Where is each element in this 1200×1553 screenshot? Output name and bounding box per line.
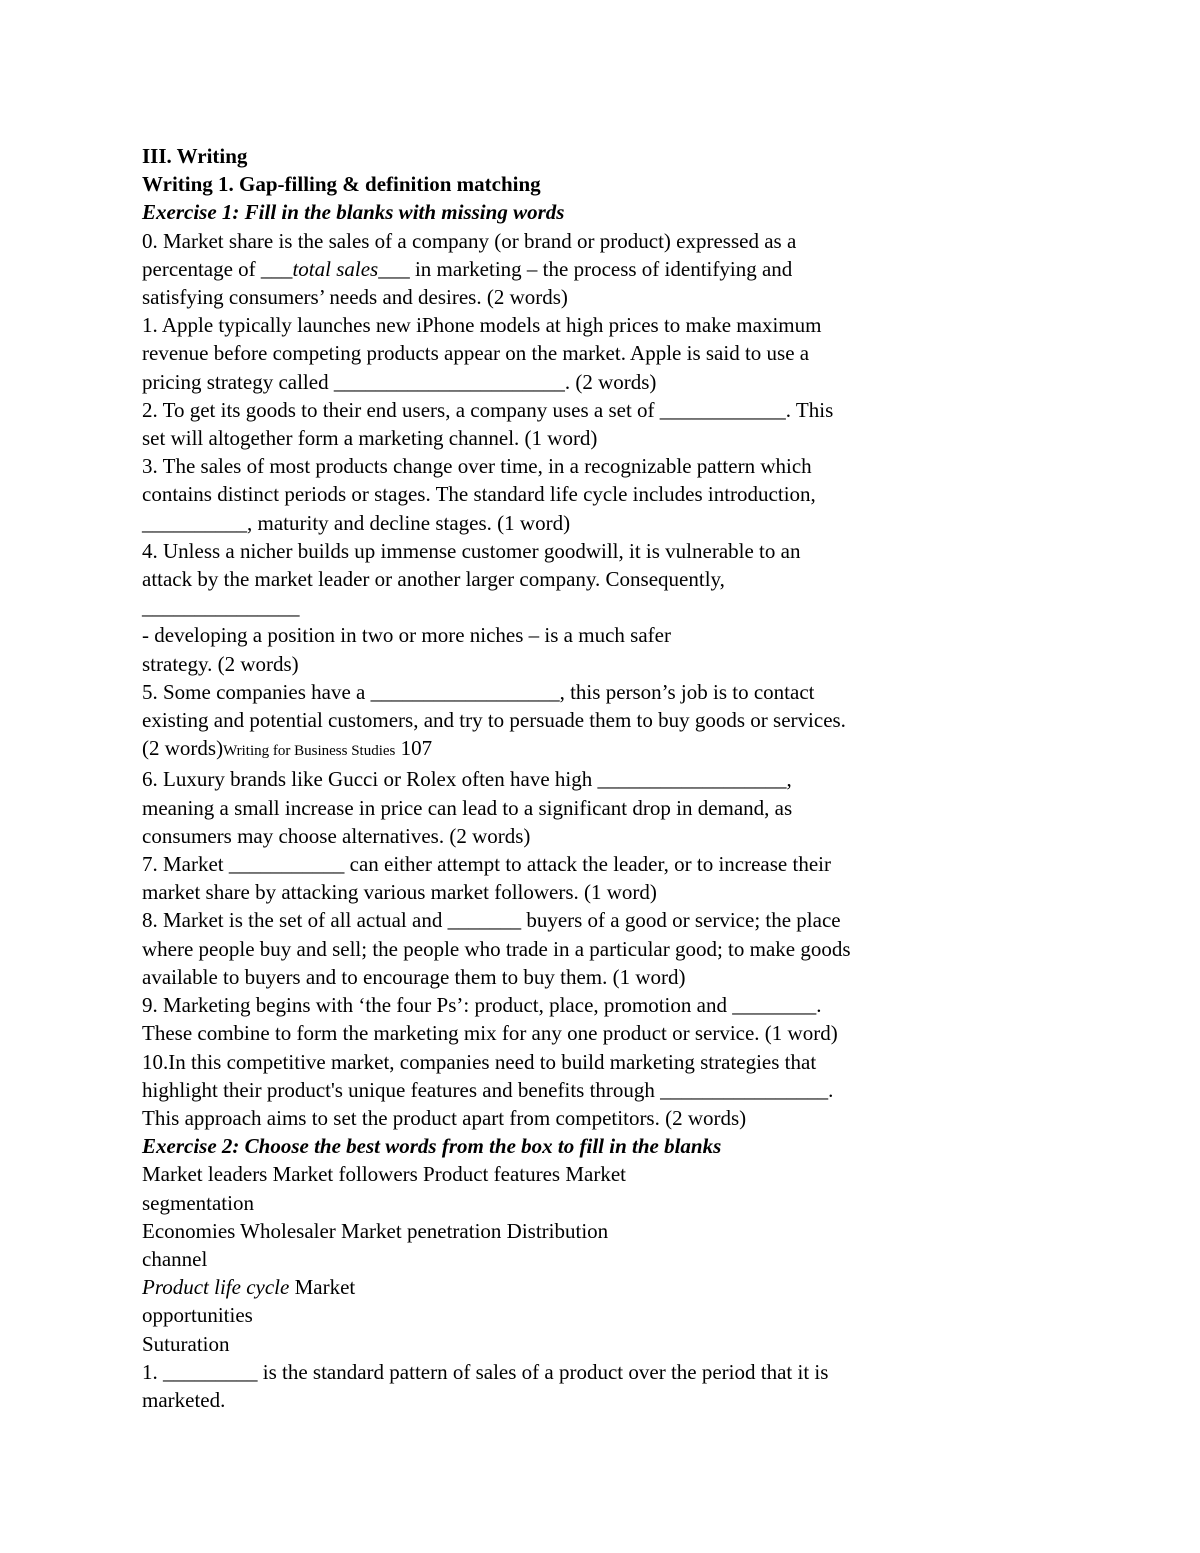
ex1-item9-line2: These combine to form the marketing mix for any one product or service. (1 word) [142, 1021, 838, 1046]
ex2-box-line7: Suturation [142, 1331, 230, 1356]
ex1-item2-line2: set will altogether form a marketing channel. (1 word) [142, 426, 598, 451]
ex2-item1-line1: 1. _________ is the standard pattern of sales of a product over the period that it is [142, 1359, 829, 1384]
ex1-item0-prefix: percentage of ___ [142, 256, 293, 281]
ex2-item1-line2: marketed. [142, 1387, 226, 1412]
ex2-box-line4: channel [142, 1246, 208, 1271]
ex1-item0-suffix: ___ in marketing – the process of identifying and [378, 256, 793, 281]
ex1-item4-line1: 4. Unless a nicher builds up immense customer goodwill, it is vulnerable to an [142, 538, 801, 563]
ex2-box-line2: segmentation [142, 1190, 254, 1215]
ex1-item6-line1: 6. Luxury brands like Gucci or Rolex often have high __________________, [142, 767, 792, 792]
ex1-item3-line1: 3. The sales of most products change over time, in a recognizable pattern which [142, 454, 812, 479]
ex1-item8-line1: 8. Market is the set of all actual and _______ buyers of a good or service; the place [142, 908, 841, 933]
ex2-box-market: Market [289, 1275, 356, 1300]
exercise1-title: Exercise 1: Fill in the blanks with missing words [142, 200, 565, 225]
ex1-item8-line2: where people buy and sell; the people who trade in a particular good; to make goods [142, 936, 851, 961]
ex1-item0-answer: total sales [292, 256, 379, 281]
ex1-item0-line1: 0. Market share is the sales of a company (or brand or product) expressed as a [142, 228, 797, 253]
ex2-box-line5 [142, 1273, 1002, 1301]
ex1-item0-line3: satisfying consumers’ needs and desires. (2 words) [142, 285, 568, 310]
ex1-item4-line2: attack by the market leader or another larger company. Consequently, [142, 567, 725, 592]
ex1-item7-line1: 7. Market ___________ can either attempt to attack the leader, or to increase their [142, 852, 831, 877]
ex1-item4-line3: _______________ [142, 595, 300, 620]
ex1-item5-line3 [142, 734, 1002, 765]
ex1-item5-line2: existing and potential customers, and try to persuade them to buy goods or services. [142, 708, 846, 733]
ex1-item10-line2: highlight their product's unique features and benefits through ________________. [142, 1077, 834, 1102]
ex1-item4-line5: strategy. (2 words) [142, 651, 299, 676]
page-number: 107 [395, 736, 433, 761]
ex2-box-line6: opportunities [142, 1303, 253, 1328]
ex1-item7-line2: market share by attacking various market followers. (1 word) [142, 880, 657, 905]
ex2-box-line3: Economies Wholesaler Market penetration Distribution [142, 1218, 609, 1243]
ex1-item9-line1: 9. Marketing begins with ‘the four Ps’: product, place, promotion and ________. [142, 993, 822, 1018]
ex1-item5-line1: 5. Some companies have a __________________, this person’s job is to contact [142, 679, 815, 704]
ex1-item3-line2: contains distinct periods or stages. The standard life cycle includes introduction, [142, 482, 816, 507]
ex1-item1-line1: 1. Apple typically launches new iPhone models at high prices to make maximum [142, 313, 822, 338]
ex1-item10-line3: This approach aims to set the product apart from competitors. (2 words) [142, 1105, 747, 1130]
page-header-running-title: Writing for Business Studies [223, 743, 396, 760]
section-title: III. Writing [142, 144, 248, 168]
exercise2-title: Exercise 2: Choose the best words from the box to fill in the blanks [142, 1134, 722, 1159]
ex1-item3-line3: __________, maturity and decline stages. (1 word) [142, 510, 571, 535]
ex1-item1-line2: revenue before competing products appear on the market. Apple is said to use a [142, 341, 810, 366]
ex1-item1-line3: pricing strategy called ______________________. (2 words) [142, 369, 657, 394]
ex1-item5-words: (2 words) [142, 736, 224, 761]
ex2-box-product-life-cycle: Product life cycle [142, 1275, 290, 1300]
subsection-title: Writing 1. Gap-filling & definition matching [142, 172, 541, 197]
ex2-box-line1: Market leaders Market followers Product features Market [142, 1162, 626, 1187]
ex1-item2-line1: 2. To get its goods to their end users, a company uses a set of ____________. This [142, 397, 834, 422]
ex1-item4-line4: - developing a position in two or more niches – is a much safer [142, 623, 671, 648]
document-body [142, 142, 1002, 1414]
ex1-item6-line2: meaning a small increase in price can lead to a significant drop in demand, as [142, 795, 793, 820]
ex1-item0-line2 [142, 255, 1002, 283]
ex1-item6-line3: consumers may choose alternatives. (2 words) [142, 823, 531, 848]
ex1-item8-line3: available to buyers and to encourage them to buy them. (1 word) [142, 964, 686, 989]
ex1-item10-line1: 10.In this competitive market, companies need to build marketing strategies that [142, 1049, 817, 1074]
